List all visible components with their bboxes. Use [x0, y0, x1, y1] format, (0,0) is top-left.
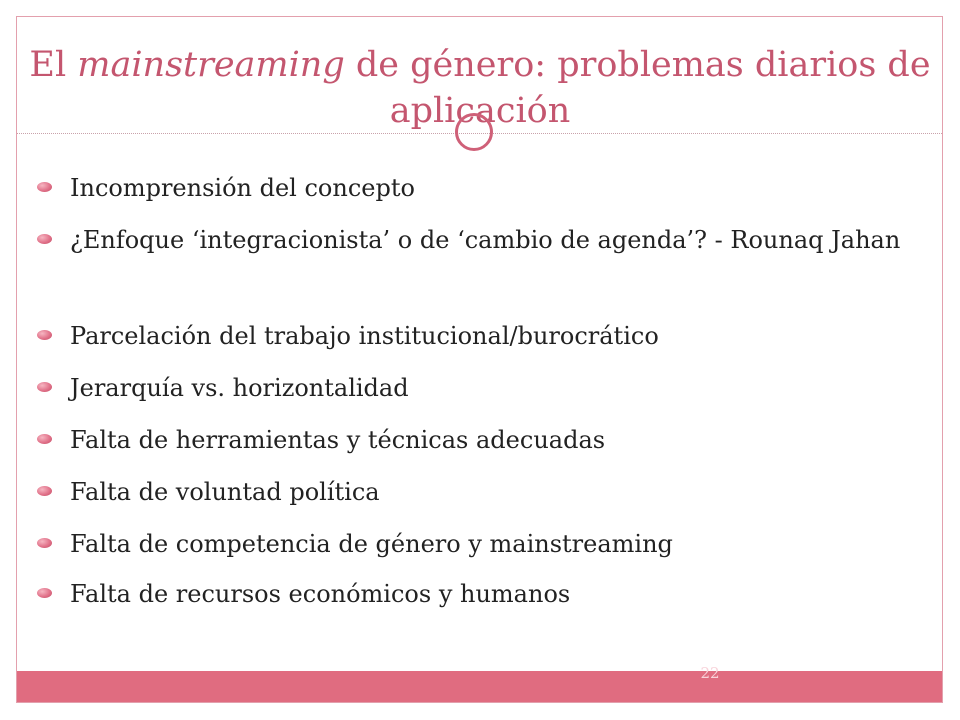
title-part-2: de género: problemas diarios de aplicación [344, 45, 931, 131]
bullet-text: Falta de herramientas y técnicas adecuadas [70, 426, 606, 454]
footer-bar [17, 671, 942, 702]
bullet-item [70, 476, 910, 508]
bullet-item [70, 320, 910, 352]
bullet-item [70, 172, 910, 204]
page-number: 22 [700, 664, 720, 682]
bullet-dot-icon [37, 538, 52, 548]
bullet-dot-icon [37, 182, 52, 192]
title-italic-term: mainstreaming [77, 45, 345, 85]
ring-ornament-icon [455, 113, 493, 151]
title-part-1: El [29, 45, 78, 85]
bullet-text: Falta de voluntad política [70, 478, 380, 506]
bullet-dot-icon [37, 234, 52, 244]
bullet-item [70, 224, 910, 256]
bullet-item [70, 578, 910, 610]
bullet-dot-icon [37, 330, 52, 340]
bullet-item [70, 528, 910, 560]
bullet-dot-icon [37, 382, 52, 392]
bullet-text: Parcelación del trabajo institucional/burocrático [70, 322, 659, 350]
bullet-text: Jerarquía vs. horizontalidad [70, 374, 409, 402]
bullet-dot-icon [37, 588, 52, 598]
bullet-dot-icon [37, 486, 52, 496]
bullet-text: ¿Enfoque ‘integracionista’ o de ‘cambio de agenda’? - Rounaq Jahan [70, 226, 901, 254]
bullet-item [70, 372, 910, 404]
bullet-text: Falta de recursos económicos y humanos [70, 580, 571, 608]
bullet-dot-icon [37, 434, 52, 444]
bullet-item [70, 424, 910, 456]
bullet-text: Falta de competencia de género y mainstreaming [70, 530, 673, 558]
bullet-text: Incomprensión del concepto [70, 174, 415, 202]
